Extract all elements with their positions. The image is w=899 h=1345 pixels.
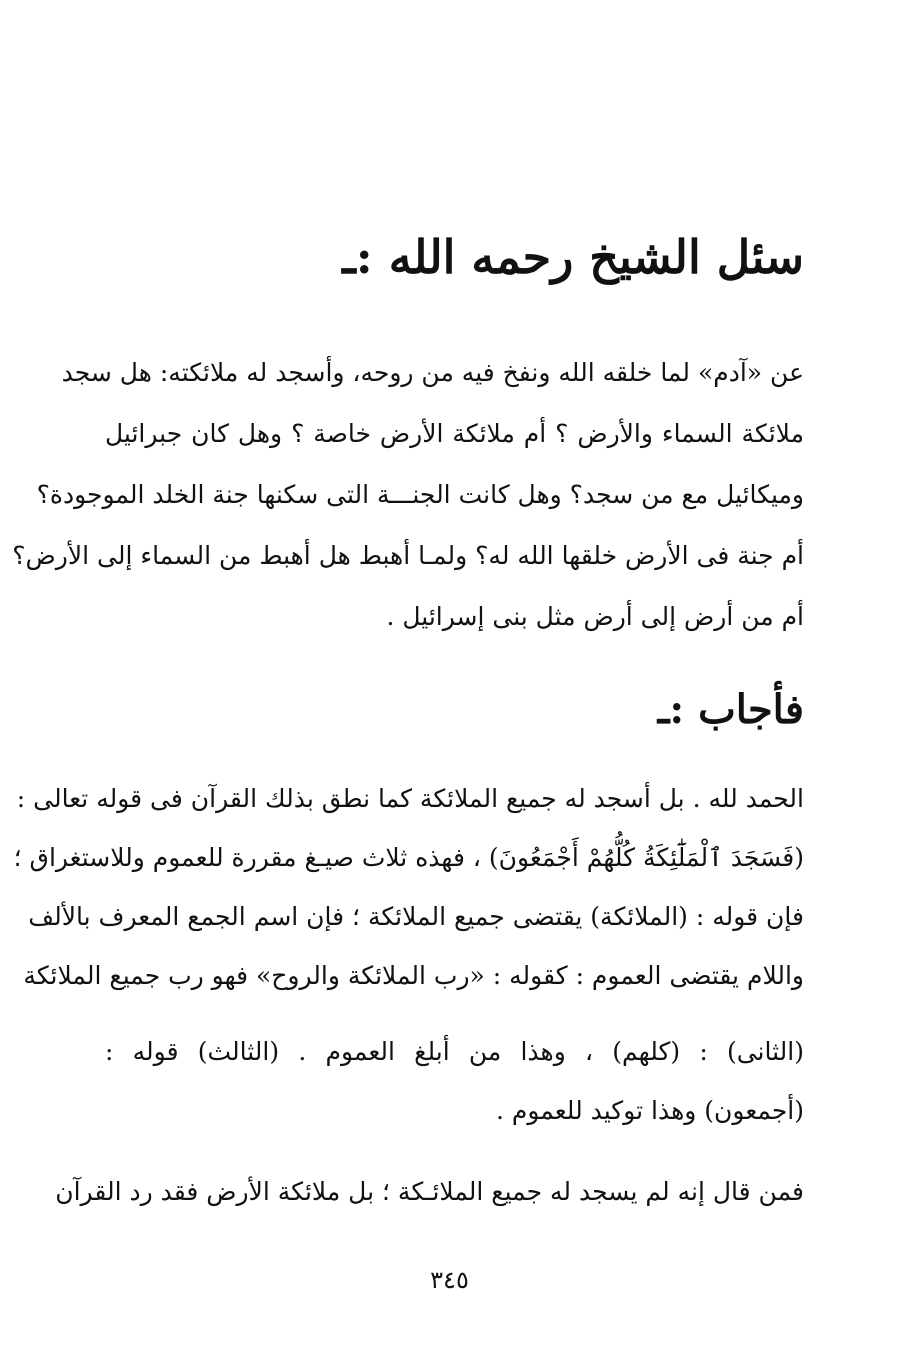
section-heading: سئل الشيخ رحمه الله :ـ [342,230,804,284]
answer-line-1: الحمد لله . بل أسجد له جميع الملائكة كما نطق بذلك القرآن فى قوله تعالى : [16,784,804,813]
second-line-1: (الثانى) : (كلهم) ، وهذا من أبلغ العموم . (الثالث) قوله : [105,1037,804,1066]
answer-heading: فأجاب :ـ [657,686,804,733]
answer-line-3: فإن قوله : (الملائكة) يقتضى جميع الملائكة ؛ فإن اسم الجمع المعرف بالألف [28,902,804,931]
question-line-2: ملائكة السماء والأرض ؟ أم ملائكة الأرض خاصة ؟ وهل كان جبرائيل [105,419,804,448]
question-line-5: أم من أرض إلى أرض مثل بنى إسرائيل . [386,602,804,631]
closing-line: فمن قال إنه لم يسجد له جميع الملائـكة ؛ بل ملائكة الأرض فقد رد القرآن [55,1177,804,1206]
answer-line-2: (فَسَجَدَ ٱلْمَلَٰٓئِكَةُ كُلُّهُمْ أَجْمَعُونَ) ، فهذه ثلاث صيـغ مقررة للعموم وللاستغراق ؛ [13,843,804,872]
question-line-3: وميكائيل مع من سجد؟ وهل كانت الجنـــة التى سكنها جنة الخلد الموجودة؟ [36,480,804,509]
answer-line-4: واللام يقتضى العموم : كقوله : «رب الملائكة والروح» فهو رب جميع الملائكة [23,961,804,990]
question-line-1: عن «آدم» لما خلقه الله ونفخ فيه من روحه، وأسجد له ملائكته: هل سجد [61,358,804,387]
page-number: ٣٤٥ [430,1266,469,1294]
question-line-4: أم جنة فى الأرض خلقها الله له؟ ولمـا أهبط هل أهبط من السماء إلى الأرض؟ [12,541,804,570]
second-line-2: (أجمعون) وهذا توكيد للعموم . [496,1096,804,1125]
